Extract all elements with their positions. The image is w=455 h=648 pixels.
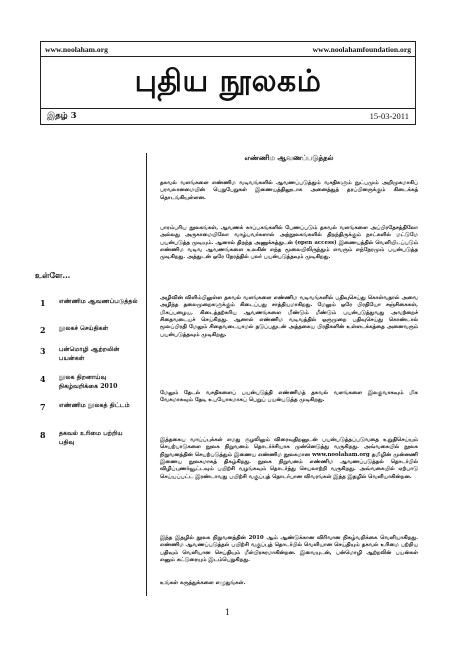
contents-heading: உள்ளே… <box>35 270 71 280</box>
toc-page-number: 8 <box>40 430 46 440</box>
article-paragraph: இத்தகைய வாய்ப்புக்கள் எமது சூழலிலும் விரைவுதிறனுடன் பயன்படுத்தப்படுவதை உறுதிசெய்யும் செயற்பாடுகளை நூலக நிறுவனம் தொடர்ச்சியாக முன்னெடுத்து வருகிறது. அவ்வகையில் நூலக நிறுவனத்தின் செயற்படுத்தும் இணைய எண்ணிம நூலகமான www.noolaham.org தமிழின் முன்னணி இணைய நூலகமாகத் திகழ்கிறது. நூலக நிறுவனம் எண்ணிம ஆவணப்படுத்தல் தொடர்பில் விழிப்புணர்வூட்டவும் பயிற்சி வழங்கவும் தொடர்ந்து செயலாற்றி வருகிறது. அவ்வகையில் ஏற்பாடு செய்யப்பட்ட இரண்டாவது பயிற்சி வகுப்புத் தொடர்பான விவரங்கள் இந்த இதழில் வெளியாகின்றன. <box>160 437 418 480</box>
column-divider <box>146 153 147 596</box>
masthead-urls <box>45 45 411 55</box>
toc-page-number: 4 <box>40 374 46 384</box>
issue-date: 15-03-2011 <box>369 111 409 121</box>
toc-page-number: 3 <box>40 346 46 356</box>
noolaham-foundation-url[interactable]: www.noolahamfoundation.org <box>312 45 411 54</box>
toc-title: தகவல் உரிமை பற்றிய பதிவு <box>59 430 123 446</box>
page-number: 1 <box>224 608 231 617</box>
article-paragraph: தகவல் வளங்களை எண்ணிம வடிவங்களில் ஆவணப்படுத்தும் வசதிகளும் நுட்பமும் அறிமுகமாகிப் பரவலானமையின் பெறுபேறுகள் இணையத்திலூடாக அனைத்துத் தரப்பினருக்கும் கிடைக்கத் தொடங்கியுள்ளன. <box>160 180 418 201</box>
toc-title: எண்ணிம ஆவணப்படுத்தல் <box>59 298 138 305</box>
issue-number: இதழ் 3 <box>47 111 77 121</box>
toc-page-number: 1 <box>40 298 46 308</box>
toc-title: நூலகச் செய்திகள் <box>59 325 109 332</box>
masthead-bottom-rule <box>41 108 415 109</box>
noolaham-url[interactable]: www.noolaham.org <box>45 45 108 54</box>
toc-title: பன்மொழி ஆற்றலின் பயன்கள் <box>59 346 120 362</box>
toc-title: எண்ணிம நூலகத் திட்டம் <box>59 402 130 409</box>
newsletter-title: புதிய நூலகம் <box>134 64 322 99</box>
article-paragraph: இந்த இதழில் நூலக நிறுவனத்தின் 2010 ஆம் ஆண்டுக்கான விரிவான நிகழ்வறிக்கை வெளியாகிறது. எண்ணிம ஆவணப்படுத்தல் பயிற்சி வகுப்புத் தொடர்பில் வெளியான செய்தியும் தகவல் உரிமை பற்றிய பதிவும் வெளியான செய்தியும் மீள்பிரசுரமாகின்றன. இவையுடன், பன்மொழி ஆற்றலின் பயன்கள் எனும் கட்டுரையும் இடம்பெறுகிறது. <box>160 535 418 564</box>
masthead <box>40 41 416 125</box>
article-paragraph: அழிவின் விளிம்பிலுள்ள தகவல் வளங்களை எண்ணிம வடிவங்களில் பதிவுசெய்து கொள்வதால் அவை அழிந்த தலைமுறைகளுக்கும் கிடைப்பது சாத்தியமாகிறது. மேலும் ஒரே பிரதியோ சஞ்சிகைகள், மிகப்பழைய, கிடைத்தற்கரிய ஆவணங்களை மீண்டும் மீண்டும் பயன்படுத்துவது அவற்றைச் சிதைவடையச் செய்கிறது. ஆனால் எண்ணிம வடிவத்தில் ஒருமுறை பதிவுசெய்து கொண்டால் மூலப்பிரதி மேலும் சிதைவடையாமல் தடுப்பதுடன் அத்தகைய பிரதிகளின் உள்ளடக்கத்தை அனைவரும் பயன்படுத்தவும் முடிகிறது. <box>160 295 418 338</box>
article-title: எண்ணிம ஆவணப்படுத்தல் <box>244 153 334 162</box>
article-paragraph: உங்கள் கருத்துக்களை எழுதுங்கள். <box>160 580 246 586</box>
toc-page-number: 7 <box>40 402 46 412</box>
article-paragraph: பாரம்பரிய நூலகங்கள், ஆவணக் காப்பகங்களில் பேணப்படும் தகவல் வளங்களை அப்பிரதேசத்திலோ அல்லது அருகாமையிலோ வாழ்பவர்களால் அந்நூலகங்களில் திறந்திருக்கும் நாட்களில் மட்டுமே பயன்படுத்த முடியும். ஆனால் திறந்த அணுக்கத்துடன் (open access) இணையத்தில் வெளியிடப்படும் எண்ணிம வடிவ ஆவணங்களை உலகின் எந்த மூலையிலிருந்தும் எவரும் எந்நேரமும் பயன்படுத்த முடிகிறது. அத்துடன் ஒரே நேரத்தில் பலர் பயன்படுத்தவும் முடிகிறது. <box>160 225 418 261</box>
article-paragraph: மேலும் தேடல் வசதிகளைப் பயன்படுத்தி எண்ணிமத் தகவல் வளங்களை இலகுவாகவும் மிக வேகமாகவும் தேடி உபயோகமாகப் பெறுப் பயன்படுத்த முடிகிறது. <box>160 390 418 404</box>
masthead-top-rule <box>41 56 415 57</box>
toc-page-number: 2 <box>40 325 46 335</box>
toc-title: நூலக திறனாய்வு நிகழ்வறிக்கை 2010 <box>59 374 118 390</box>
